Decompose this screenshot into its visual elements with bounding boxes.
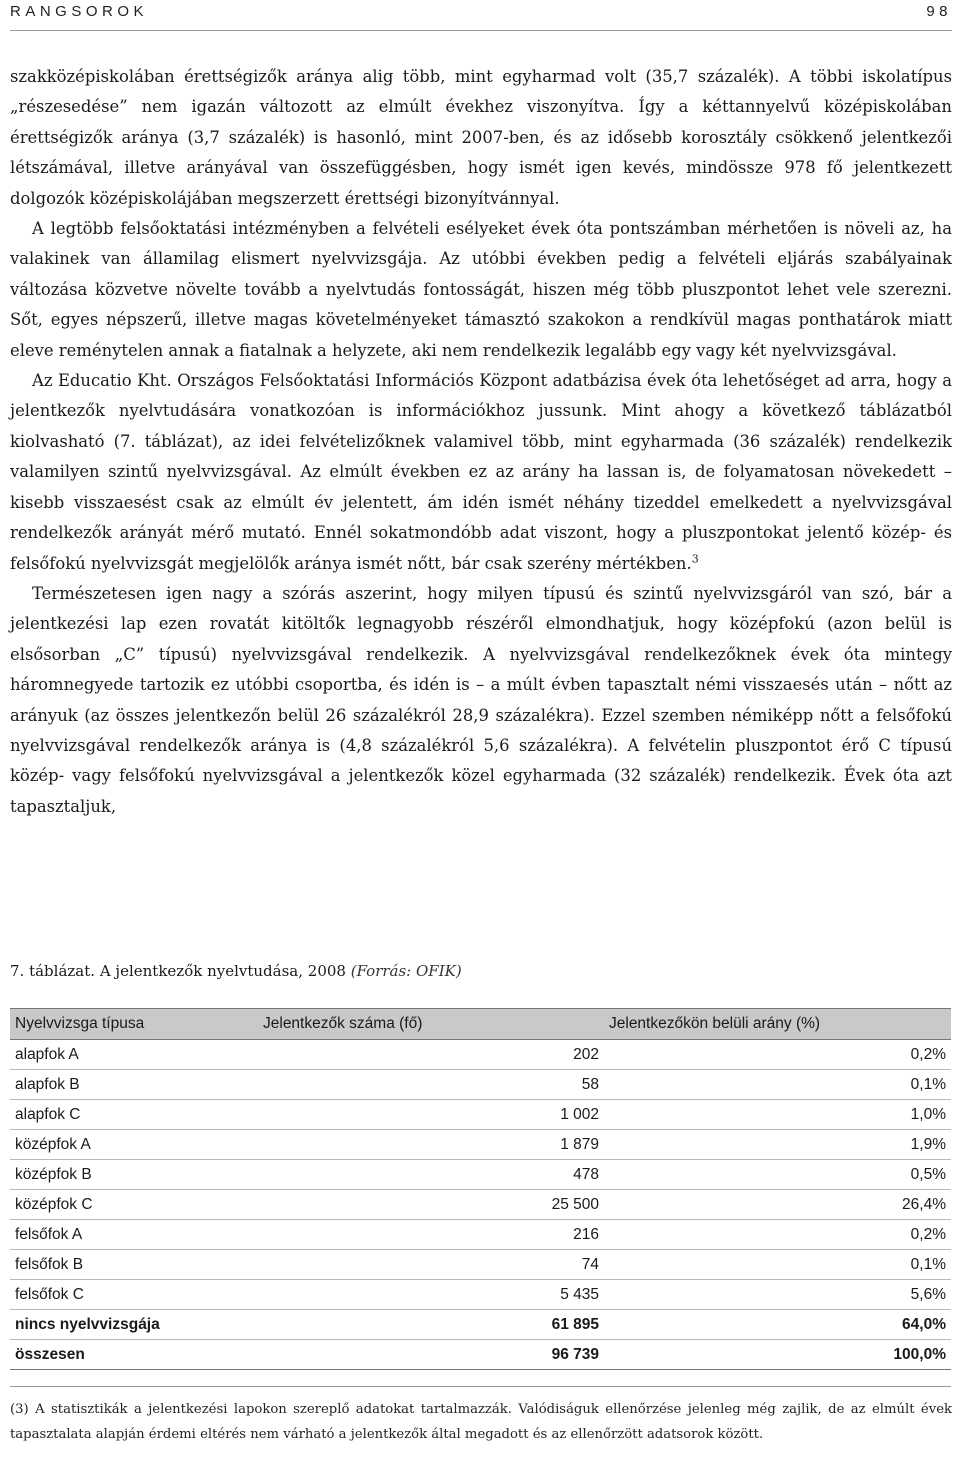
cell-share: 0,2% — [604, 1040, 951, 1070]
cell-share: 1,9% — [604, 1130, 951, 1160]
cell-type: középfok A — [10, 1130, 258, 1160]
page-header — [10, 0, 952, 31]
cell-type: felsőfok B — [10, 1250, 258, 1280]
table-row — [10, 1160, 951, 1190]
cell-count: 202 — [258, 1040, 604, 1070]
cell-share: 64,0% — [604, 1310, 951, 1340]
language-exam-table — [10, 1008, 951, 1370]
table-row — [10, 1190, 951, 1220]
cell-count: 1 879 — [258, 1130, 604, 1160]
cell-type: középfok C — [10, 1190, 258, 1220]
paragraph-3 — [10, 366, 952, 579]
table-row — [10, 1100, 951, 1130]
cell-count: 478 — [258, 1160, 604, 1190]
table-row-total — [10, 1340, 951, 1370]
cell-share: 100,0% — [604, 1340, 951, 1370]
table-header-row — [10, 1009, 951, 1040]
table-number: 7. táblázat. — [10, 962, 96, 980]
header-applicant-count: Jelentkezők száma (fő) — [258, 1009, 604, 1040]
cell-type: felsőfok C — [10, 1280, 258, 1310]
cell-share: 0,1% — [604, 1250, 951, 1280]
cell-type: felsőfok A — [10, 1220, 258, 1250]
paragraph-3-text: Az Educatio Kht. Országos Felsőoktatási Információs Központ adatbázisa évek óta lehetőséget ad arra, hogy a jelentkezők nyelvtudására vonatkozóan is információkhoz jussunk. Mint ahogy a következő táblázatból kiolvasható (7. táblázat), az idei felvételizőknek valamivel több, mint egyharmada (36 százalék) rendelkezik valamilyen szintű nyelvvizsgával. Az elmúlt években ez az arány ha lassan is, de folyamatosan növekedett – kisebb visszaesést csak az elmúlt év jelentett, ám idén ismét néhány tizeddel emelkedett a nyelvvizsgával rendelkezők arányát mérő mutató. Ennél sokatmondóbb adat viszont, hogy a pluszpontokat jelentő közép- és felsőfokú nyelvvizsgát megjelölők aránya ismét nőtt, bár csak szerény mértékben. — [10, 371, 952, 573]
cell-type: alapfok A — [10, 1040, 258, 1070]
cell-share: 1,0% — [604, 1100, 951, 1130]
table-source: (Forrás: OFIK) — [350, 962, 462, 980]
cell-count: 5 435 — [258, 1280, 604, 1310]
page-number: 98 — [926, 3, 952, 20]
cell-count: 96 739 — [258, 1340, 604, 1370]
header-share: Jelentkezőkön belüli arány (%) — [604, 1009, 951, 1040]
table-row — [10, 1130, 951, 1160]
cell-count: 74 — [258, 1250, 604, 1280]
table-caption — [10, 962, 462, 980]
cell-type: alapfok B — [10, 1070, 258, 1100]
table-row — [10, 1220, 951, 1250]
cell-count: 58 — [258, 1070, 604, 1100]
footnote — [10, 1398, 952, 1447]
table-row — [10, 1280, 951, 1310]
cell-type: összesen — [10, 1340, 258, 1370]
body-text — [10, 62, 952, 822]
cell-count: 25 500 — [258, 1190, 604, 1220]
footnote-divider — [10, 1386, 951, 1387]
cell-share: 5,6% — [604, 1280, 951, 1310]
table-row-no-exam — [10, 1310, 951, 1340]
cell-share: 0,5% — [604, 1160, 951, 1190]
cell-type: alapfok C — [10, 1100, 258, 1130]
cell-count: 61 895 — [258, 1310, 604, 1340]
cell-type: középfok B — [10, 1160, 258, 1190]
paragraph-4: Természetesen igen nagy a szórás aszerint, hogy milyen típusú és szintű nyelvvizsgáról van szó, bár a jelentkezési lap ezen rovatát kitöltők legnagyobb részéről elmondhatjuk, hogy középfokú (azon belül is elsősorban „C” típusú) nyelvvizsgával rendelkezik. A nyelvvizsgával rendelkezőknek évek óta mintegy háromnegyede tartozik ez utóbbi csoportba, és idén is – a múlt évben tapasztalt némi visszaesés után – nőtt az arányuk (az összes jelentkezőn belül 26 százalékról 28,9 százalékra). Ezzel szemben némiképp nőtt a felsőfokú nyelvvizsgával rendelkezők aránya is (4,8 százalékról 5,6 százalékra). A felvételin pluszpontot érő C típusú közép- vagy felsőfokú nyelvvizsgával a jelentkezők közel egyharmada (32 százalék) rendelkezik. Évek óta azt tapasztaljuk, — [10, 583, 952, 816]
paragraph-2: A legtöbb felsőoktatási intézményben a felvételi esélyeket évek óta pontszámban mérhetően is növeli az, ha valakinek van államilag elismert nyelvvizsgája. Az utóbbi években pedig a felvételi eljárás szabályainak változása közvetve növelte tovább a nyelvtudás fontosságát, hiszen még több pluszpontot lehet vele szerezni. Sőt, egyes népszerű, illetve magas követelményeket támasztó szakokon a rendkívül magas ponthatárok miatt eleve reménytelen annak a fiatalnak a helyzete, aki nem rendelkezik legalább egy vagy két nyelvvizsgával. — [10, 219, 952, 360]
footnote-text: A statisztikák a jelentkezési lapokon szereplő adatokat tartalmazzák. Valódiságuk ellenőrzése jelenleg még zajlik, de az elmúlt évek tapasztalata alapján érdemi eltérés nem várható a jelentkezők által megadott és az ellenőrzött adatsorok között. — [10, 1402, 952, 1442]
cell-share: 26,4% — [604, 1190, 951, 1220]
cell-count: 216 — [258, 1220, 604, 1250]
footnote-reference[interactable]: 3 — [691, 552, 699, 566]
section-title: RANGSOROK — [10, 3, 149, 20]
table-title: A jelentkezők nyelvtudása, 2008 — [99, 962, 346, 980]
cell-type: nincs nyelvvizsgája — [10, 1310, 258, 1340]
footnote-marker: (3) — [10, 1402, 29, 1417]
paragraph-1: szakközépiskolában érettségizők aránya alig több, mint egyharmad volt (35,7 százalék). A többi iskolatípus „részesedése” nem igazán változott az elmúlt évekhez viszonyítva. Így a kéttannyelvű középiskolában érettségizők aránya (3,7 százalék) is hasonló, mint 2007-ben, és az idősebb korosztály csökkenő jelentkezői létszámával, illetve arányával van összefüggésben, hogy ismét igen kevés, mindössze 978 fő jelentkezett dolgozók középiskolájában megszerzett érettségi bizonyítvánnyal. — [10, 67, 952, 208]
header-exam-type: Nyelvvizsga típusa — [10, 1009, 258, 1040]
table-row — [10, 1250, 951, 1280]
cell-share: 0,2% — [604, 1220, 951, 1250]
cell-count: 1 002 — [258, 1100, 604, 1130]
table-row — [10, 1040, 951, 1070]
table-row — [10, 1070, 951, 1100]
cell-share: 0,1% — [604, 1070, 951, 1100]
